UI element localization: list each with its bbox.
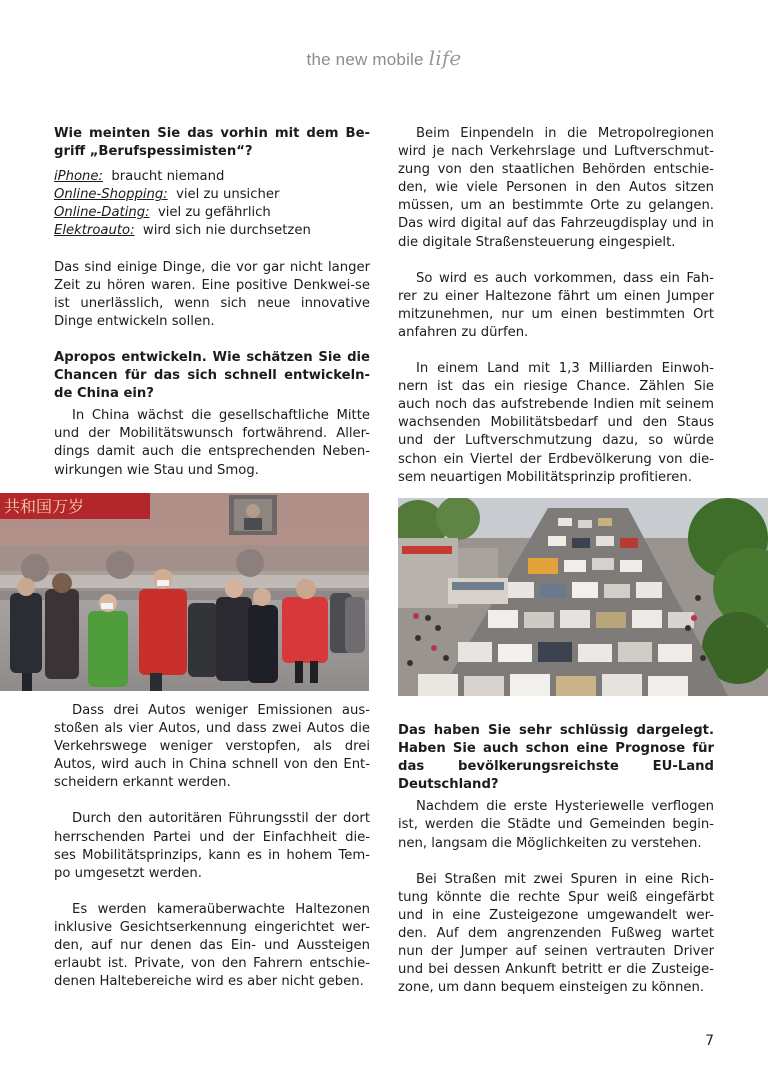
question-berufspessimisten: Wie meinten Sie das vorhin mit dem Be-griff „Berufspessimisten“? <box>54 126 370 160</box>
body-paragraph: Dass drei Autos weniger Emissionen aus-stoßen als vier Autos, und dass zwei Autos die Verkehrswege weniger verstopfen, als drei Autos, wird auch in China schnell von den Ent-scheidern erkannt werden. <box>54 703 370 791</box>
body-paragraph: So wird es auch vorkommen, dass ein Fah-rer zu einer Haltezone fährt um einen Jumper mitzunehmen, nur um einen bestimmten Ort anfahren zu dürfen. <box>398 270 714 340</box>
body-paragraph: Bei Straßen mit zwei Spuren in eine Rich-tung könnte die rechte Spur weiß eingefärbt und in eine Zusteigezone umgewandelt wer-den. Auf dem angrenzenden Fußweg wartet nun der Jumper auf seinen vertrauten Driver und bei dessen Ankunft betritt er die Zusteige-zone, um dann bequem einsteigen zu können. <box>398 871 714 996</box>
page-number: 7 <box>705 1033 714 1049</box>
header-brand: the new mobile <box>306 50 424 69</box>
body-paragraph: Es werden kameraüberwachte Haltezonen inklusive Gesichtserkennung eingerichtet wer-den, auf nur denen das Ein- und Aussteigen erlaubt ist. Private, von den Fahrern entschie-denen Haltebereiche wird es aber nicht geben. <box>54 901 370 990</box>
list-item: Online-Dating: viel zu gefährlich <box>54 205 271 221</box>
banner-text: 共和国万岁 <box>4 497 85 516</box>
list-item: Online-Shopping: viel zu unsicher <box>54 187 280 203</box>
body-paragraph: In China wächst die gesellschaftliche Mitte und der Mobilitätswunsch fortwährend. Aller-dings damit auch die entsprechenden Neben-wirkungen wie Stau und Smog. <box>54 408 370 478</box>
question-china: Apropos entwickeln. Wie schätzen Sie die Chancen für das sich schnell entwickeln-de China ein? <box>54 349 370 402</box>
body-paragraph: Nachdem die erste Hysteriewelle verflogen ist, werden die Städte und Gemeinden begin-nen, langsam die Möglichkeiten zu verstehen. <box>398 799 714 851</box>
pessimist-quote-list <box>54 168 370 240</box>
smog-crowd-image <box>0 493 369 691</box>
photo-smog-beijing <box>0 493 369 691</box>
left-column-top <box>54 125 370 480</box>
right-column-bottom <box>398 722 714 997</box>
body-paragraph: In einem Land mit 1,3 Milliarden Einwoh-nern ist das ein riesige Chance. Zählen Sie auch noch das aufstrebende Indien mit seinem wachsenden Mobilitätsbedarf und den Staus und der Luftverschmutzung dazu, so würde schon ein Viertel der Erdbevölkerung von die-sem neuartigen Mobilitätsprinzip profitieren. <box>398 361 714 485</box>
header-brand-script: life <box>428 46 462 70</box>
left-column-bottom <box>54 702 370 991</box>
question-deutschland: Das haben Sie sehr schlüssig dargelegt. Haben Sie auch schon eine Prognose für das bevölkerungsreichste EU-Land Deutschland? <box>398 723 714 793</box>
traffic-jam-image <box>398 498 768 696</box>
list-item: Elektroauto: wird sich nie durchsetzen <box>54 223 311 239</box>
body-paragraph: Durch den autoritären Führungsstil der dort herrschenden Partei und der Einfachheit die-ses Mobilitätsprinzips, kann es in hohem Tem-po umgesetzt werden. <box>54 811 370 881</box>
right-column-top <box>398 125 714 487</box>
body-paragraph: Das sind einige Dinge, die vor gar nicht langer Zeit zu hören waren. Eine positive Denkwei-se ist unerlässlich, wenn sich neue innovative Dinge entwickeln sollen. <box>54 259 370 329</box>
list-item: iPhone: braucht niemand <box>54 169 225 185</box>
photo-traffic-jam <box>398 498 768 696</box>
running-header <box>0 46 768 70</box>
body-paragraph: Beim Einpendeln in die Metropolregionen wird je nach Verkehrslage und Luftverschmut-zung von den staatlichen Behörden entschie-den, wie viele Personen in den Autos sitzen müssen, um an bestimmte Orte zu gelangen. Das wird digital auf das Fahrzeugdisplay und in die digitale Straßensteuerung eingespielt. <box>398 126 714 250</box>
